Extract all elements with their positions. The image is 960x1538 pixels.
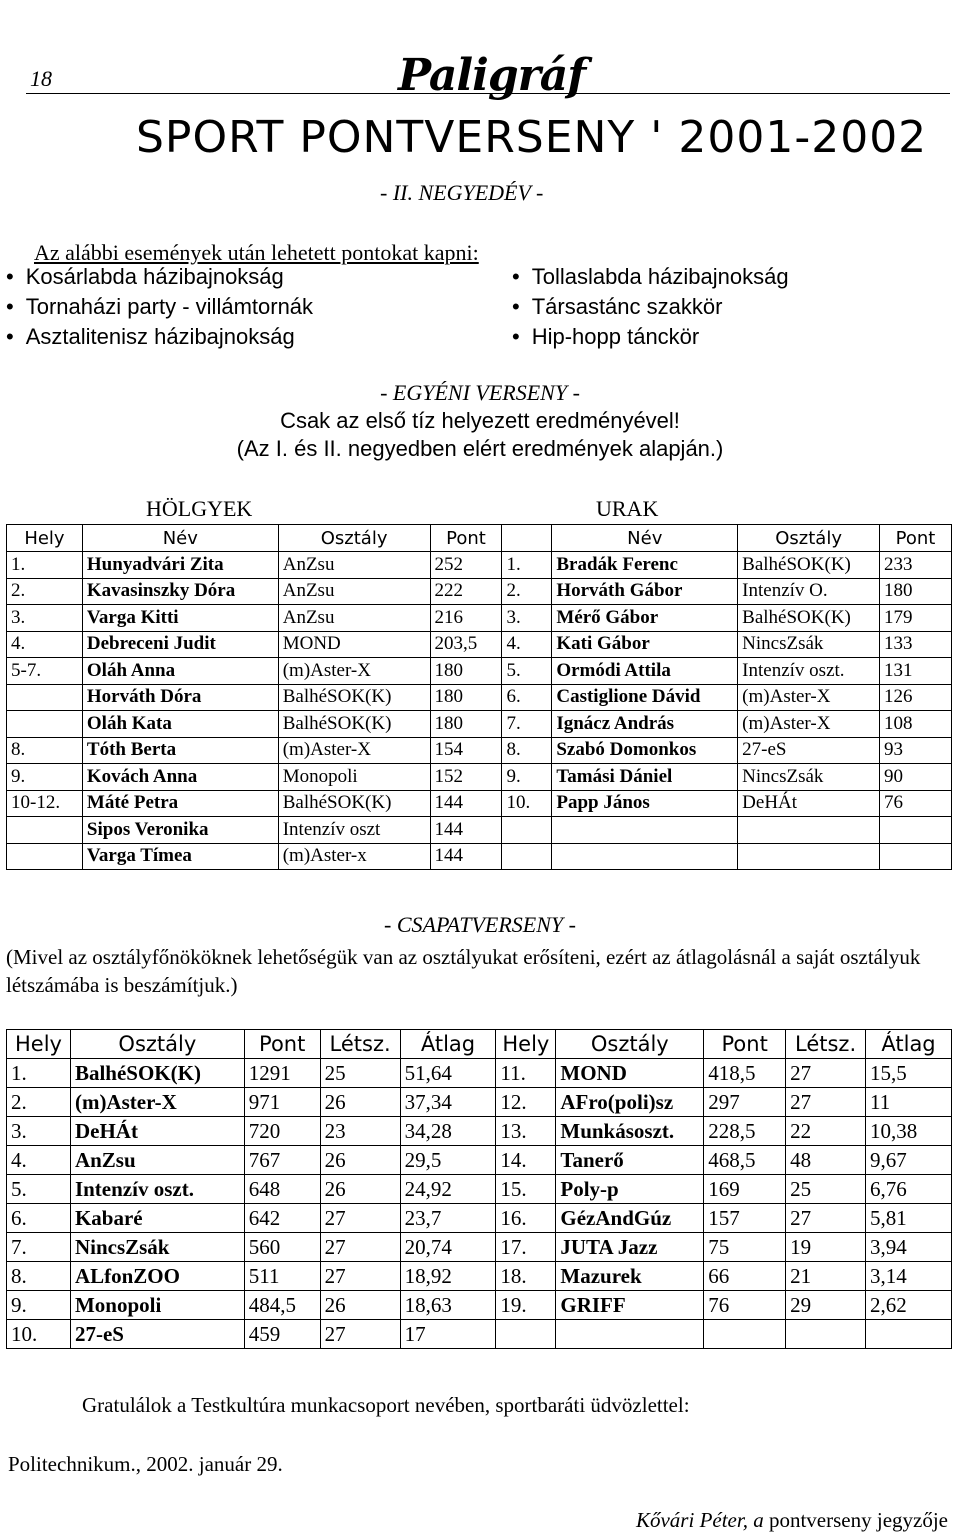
table-cell-wp: 8.: [7, 737, 83, 764]
table-cell-mc: BalhéSOK(K): [738, 605, 880, 632]
table-cell-wc: (m)Aster-X: [278, 737, 430, 764]
table-cell-ra: 10,38: [866, 1117, 952, 1146]
table-cell-mn: Ormódi Attila: [552, 658, 738, 685]
table-cell-rpt: 297: [704, 1088, 786, 1117]
table-cell-mn: [552, 817, 738, 844]
table-cell-rc: [556, 1320, 704, 1349]
table-cell-wn: Máté Petra: [82, 790, 278, 817]
table-row: [7, 1059, 952, 1088]
table-cell-mn: Papp János: [552, 790, 738, 817]
table-cell-rn: 27: [786, 1204, 866, 1233]
table-cell-ln: 27: [320, 1262, 400, 1291]
event-item: • Kosárlabda házibajnokság: [6, 264, 284, 290]
table-cell-mc: [738, 843, 880, 870]
table-cell-ra: 3,94: [866, 1233, 952, 1262]
table-cell-mp: 2.: [502, 578, 552, 605]
table-cell-lp: 10.: [7, 1320, 71, 1349]
col-class: Osztály: [738, 525, 880, 552]
table-cell-rc: Tanerő: [556, 1146, 704, 1175]
table-cell-wn: Varga Kitti: [82, 605, 278, 632]
table-cell-ra: 6,76: [866, 1175, 952, 1204]
table-cell-mp: 9.: [502, 764, 552, 791]
table-cell-rpt: [704, 1320, 786, 1349]
table-cell-mn: Castiglione Dávid: [552, 684, 738, 711]
table-cell-wpt: 180: [430, 658, 502, 685]
table-row: [7, 790, 952, 817]
table-cell-wpt: 222: [430, 578, 502, 605]
table-cell-ln: 26: [320, 1146, 400, 1175]
table-cell-mp: 6.: [502, 684, 552, 711]
table-cell-lp: 7.: [7, 1233, 71, 1262]
table-row: [7, 737, 952, 764]
table-cell-wn: Horváth Dóra: [82, 684, 278, 711]
table-cell-wc: AnZsu: [278, 605, 430, 632]
table-cell-lp: 5.: [7, 1175, 71, 1204]
table-cell-mpt: 179: [880, 605, 952, 632]
table-row: [7, 684, 952, 711]
table-cell-mpt: [880, 843, 952, 870]
table-cell-rc: Poly-p: [556, 1175, 704, 1204]
table-row: [7, 1291, 952, 1320]
table-cell-mc: NincsZsák: [738, 764, 880, 791]
table-cell-wp: 10-12.: [7, 790, 83, 817]
table-cell-mc: NincsZsák: [738, 631, 880, 658]
table-cell-wn: Varga Tímea: [82, 843, 278, 870]
table-cell-rpt: 75: [704, 1233, 786, 1262]
table-cell-lpt: 560: [244, 1233, 320, 1262]
table-cell-lc: ALfonZOO: [70, 1262, 244, 1291]
team-note: (Mivel az osztályfőnököknek lehetőségük van az osztályukat erősíteni, ezért az átlagolásnál a saját osztályuk létszámába is beszámítjuk.): [6, 945, 921, 997]
table-row: [7, 631, 952, 658]
table-cell-mpt: 108: [880, 711, 952, 738]
table-row: [7, 1233, 952, 1262]
col-headcount: Létsz.: [786, 1030, 866, 1059]
table-cell-mn: Mérő Gábor: [552, 605, 738, 632]
table-cell-lc: DeHÁt: [70, 1117, 244, 1146]
table-cell-mc: 27-eS: [738, 737, 880, 764]
table-cell-mp: 8.: [502, 737, 552, 764]
table-row: [7, 1320, 952, 1349]
table-cell-lc: (m)Aster-X: [70, 1088, 244, 1117]
table-cell-wc: BalhéSOK(K): [278, 790, 430, 817]
table-cell-wc: (m)Aster-X: [278, 658, 430, 685]
table-cell-rpt: 169: [704, 1175, 786, 1204]
table-cell-wp: [7, 711, 83, 738]
table-cell-ln: 27: [320, 1320, 400, 1349]
table-cell-ra: 9,67: [866, 1146, 952, 1175]
event-item: • Társastánc szakkör: [512, 294, 722, 320]
table-cell-la: 51,64: [400, 1059, 496, 1088]
table-cell-mc: Intenzív oszt.: [738, 658, 880, 685]
table-cell-rp: 15.: [496, 1175, 556, 1204]
table-cell-wn: Debreceni Judit: [82, 631, 278, 658]
signature-role: pontverseny jegyzője: [768, 1508, 948, 1532]
col-class: Osztály: [556, 1030, 704, 1059]
table-row: [7, 711, 952, 738]
table-cell-rpt: 66: [704, 1262, 786, 1291]
table-cell-ln: 26: [320, 1291, 400, 1320]
table-row: [7, 817, 952, 844]
table-cell-wc: BalhéSOK(K): [278, 684, 430, 711]
table-cell-lpt: 1291: [244, 1059, 320, 1088]
individual-note: Csak az első tíz helyezett eredményével!: [280, 408, 680, 433]
table-cell-la: 18,92: [400, 1262, 496, 1291]
table-cell-rn: 29: [786, 1291, 866, 1320]
table-cell-lc: AnZsu: [70, 1146, 244, 1175]
table-cell-mn: Szabó Domonkos: [552, 737, 738, 764]
table-cell-wp: 2.: [7, 578, 83, 605]
table-row: [7, 1146, 952, 1175]
table-cell-rp: 18.: [496, 1262, 556, 1291]
events-intro: Az alábbi események után lehetett pontokat kapni:: [34, 240, 479, 265]
table-cell-mc: BalhéSOK(K): [738, 552, 880, 579]
table-cell-lpt: 971: [244, 1088, 320, 1117]
col-place: Hely: [496, 1030, 556, 1059]
header-rule: [26, 93, 950, 94]
table-cell-wpt: 180: [430, 684, 502, 711]
table-row: [7, 578, 952, 605]
table-row: [7, 1262, 952, 1291]
table-cell-wpt: 152: [430, 764, 502, 791]
women-label: HÖLGYEK: [146, 496, 253, 521]
table-cell-rn: 48: [786, 1146, 866, 1175]
table-cell-mpt: 76: [880, 790, 952, 817]
table-cell-rn: 27: [786, 1088, 866, 1117]
table-cell-mp: 5.: [502, 658, 552, 685]
table-cell-wp: 5-7.: [7, 658, 83, 685]
table-row: [7, 843, 952, 870]
individual-heading: - EGYÉNI VERSENY -: [380, 380, 580, 405]
table-cell-rc: Munkásoszt.: [556, 1117, 704, 1146]
signature-name: Kővári Péter,: [635, 1508, 748, 1532]
table-cell-ln: 27: [320, 1204, 400, 1233]
table-cell-rn: 19: [786, 1233, 866, 1262]
table-cell-wn: Kovách Anna: [82, 764, 278, 791]
table-cell-rn: 21: [786, 1262, 866, 1291]
table-row: [7, 764, 952, 791]
table-cell-mp: [502, 817, 552, 844]
table-cell-lpt: 648: [244, 1175, 320, 1204]
table-cell-rc: GRIFF: [556, 1291, 704, 1320]
table-cell-lpt: 459: [244, 1320, 320, 1349]
table-cell-wc: Intenzív oszt: [278, 817, 430, 844]
table-cell-mn: Horváth Gábor: [552, 578, 738, 605]
table-cell-lc: Kabaré: [70, 1204, 244, 1233]
table-cell-ln: 23: [320, 1117, 400, 1146]
table-cell-ln: 26: [320, 1175, 400, 1204]
table-cell-wp: [7, 817, 83, 844]
table-cell-wp: [7, 843, 83, 870]
table-cell-mpt: 233: [880, 552, 952, 579]
place-date: Politechnikum., 2002. január 29.: [8, 1452, 283, 1476]
event-item: • Hip-hopp tánckör: [512, 324, 699, 350]
page-title: SPORT PONTVERSENY ' 2001-2002: [136, 112, 928, 163]
table-cell-lc: 27-eS: [70, 1320, 244, 1349]
table-cell-lc: Monopoli: [70, 1291, 244, 1320]
table-cell-ln: 25: [320, 1059, 400, 1088]
table-row: [7, 552, 952, 579]
table-cell-mp: 4.: [502, 631, 552, 658]
table-cell-mpt: 90: [880, 764, 952, 791]
signature-role-prefix: a: [753, 1508, 764, 1532]
table-cell-mpt: 93: [880, 737, 952, 764]
men-label: URAK: [596, 496, 659, 521]
table-cell-ra: [866, 1320, 952, 1349]
table-cell-wn: Kavasinszky Dóra: [82, 578, 278, 605]
table-header-row: [7, 1030, 952, 1059]
individual-table: [6, 524, 952, 870]
table-cell-mpt: [880, 817, 952, 844]
table-cell-rp: 14.: [496, 1146, 556, 1175]
table-cell-ra: 3,14: [866, 1262, 952, 1291]
table-cell-la: 20,74: [400, 1233, 496, 1262]
table-cell-wn: Oláh Anna: [82, 658, 278, 685]
table-cell-ra: 2,62: [866, 1291, 952, 1320]
table-row: [7, 658, 952, 685]
page-number: 18: [30, 66, 52, 91]
table-cell-mn: [552, 843, 738, 870]
table-cell-wc: MOND: [278, 631, 430, 658]
table-cell-ra: 5,81: [866, 1204, 952, 1233]
table-cell-rp: 16.: [496, 1204, 556, 1233]
col-place: Hely: [7, 1030, 71, 1059]
col-headcount: Létsz.: [320, 1030, 400, 1059]
table-cell-wc: BalhéSOK(K): [278, 711, 430, 738]
table-cell-rp: [496, 1320, 556, 1349]
table-row: [7, 1117, 952, 1146]
table-cell-wpt: 154: [430, 737, 502, 764]
event-item: • Asztalitenisz házibajnokság: [6, 324, 295, 350]
table-cell-rp: 13.: [496, 1117, 556, 1146]
event-item: • Tollaslabda házibajnokság: [512, 264, 789, 290]
table-cell-lpt: 484,5: [244, 1291, 320, 1320]
logo: Paligráf: [398, 50, 586, 101]
table-cell-wpt: 144: [430, 790, 502, 817]
table-cell-wc: Monopoli: [278, 764, 430, 791]
table-cell-lp: 2.: [7, 1088, 71, 1117]
table-cell-mp: 7.: [502, 711, 552, 738]
table-cell-rn: 25: [786, 1175, 866, 1204]
table-cell-wc: AnZsu: [278, 578, 430, 605]
event-item: • Tornaházi party - villámtornák: [6, 294, 313, 320]
table-cell-mpt: 133: [880, 631, 952, 658]
table-cell-mc: [738, 817, 880, 844]
table-cell-la: 34,28: [400, 1117, 496, 1146]
table-cell-lpt: 642: [244, 1204, 320, 1233]
table-cell-mpt: 180: [880, 578, 952, 605]
table-row: [7, 1088, 952, 1117]
table-cell-mc: DeHÁt: [738, 790, 880, 817]
col-place: Hely: [7, 525, 83, 552]
col-name: Név: [82, 525, 278, 552]
table-row: [7, 1175, 952, 1204]
table-row: [7, 1204, 952, 1233]
table-cell-wp: [7, 684, 83, 711]
table-cell-wp: 1.: [7, 552, 83, 579]
col-average: Átlag: [400, 1030, 496, 1059]
col-place: [502, 525, 552, 552]
table-cell-mn: Kati Gábor: [552, 631, 738, 658]
table-cell-rc: Mazurek: [556, 1262, 704, 1291]
table-cell-rc: JUTA Jazz: [556, 1233, 704, 1262]
table-cell-rpt: 228,5: [704, 1117, 786, 1146]
table-cell-wn: Hunyadvári Zita: [82, 552, 278, 579]
col-points: Pont: [880, 525, 952, 552]
table-cell-wp: 9.: [7, 764, 83, 791]
table-cell-wpt: 144: [430, 843, 502, 870]
table-cell-wpt: 203,5: [430, 631, 502, 658]
table-cell-rpt: 76: [704, 1291, 786, 1320]
table-cell-mc: Intenzív O.: [738, 578, 880, 605]
table-cell-mn: Tamási Dániel: [552, 764, 738, 791]
table-cell-wpt: 252: [430, 552, 502, 579]
table-cell-mc: (m)Aster-X: [738, 684, 880, 711]
table-cell-rc: AFro(poli)sz: [556, 1088, 704, 1117]
table-cell-rp: 17.: [496, 1233, 556, 1262]
col-points: Pont: [704, 1030, 786, 1059]
table-cell-mn: Ignácz András: [552, 711, 738, 738]
table-cell-rc: GézAndGúz: [556, 1204, 704, 1233]
table-cell-la: 29,5: [400, 1146, 496, 1175]
table-cell-mp: 1.: [502, 552, 552, 579]
table-cell-wpt: 180: [430, 711, 502, 738]
col-points: Pont: [244, 1030, 320, 1059]
quarter-subtitle: - II. NEGYEDÉV -: [380, 180, 544, 205]
table-cell-wc: (m)Aster-x: [278, 843, 430, 870]
table-cell-mn: Bradák Ferenc: [552, 552, 738, 579]
col-class: Osztály: [70, 1030, 244, 1059]
table-cell-la: 23,7: [400, 1204, 496, 1233]
table-cell-rp: 12.: [496, 1088, 556, 1117]
table-cell-lc: Intenzív oszt.: [70, 1175, 244, 1204]
team-heading: - CSAPATVERSENY -: [384, 912, 576, 937]
col-average: Átlag: [866, 1030, 952, 1059]
table-row: [7, 605, 952, 632]
individual-note-2: (Az I. és II. negyedben elért eredmények alapján.): [236, 436, 724, 461]
signature: [636, 1508, 948, 1533]
table-header-row: [7, 525, 952, 552]
table-cell-mpt: 131: [880, 658, 952, 685]
table-cell-wp: 4.: [7, 631, 83, 658]
table-cell-mp: 3.: [502, 605, 552, 632]
table-cell-wn: Tóth Berta: [82, 737, 278, 764]
table-cell-rpt: 157: [704, 1204, 786, 1233]
table-cell-la: 37,34: [400, 1088, 496, 1117]
table-cell-lp: 6.: [7, 1204, 71, 1233]
table-cell-ln: 27: [320, 1233, 400, 1262]
table-cell-rn: 27: [786, 1059, 866, 1088]
table-cell-lpt: 720: [244, 1117, 320, 1146]
table-cell-lp: 4.: [7, 1146, 71, 1175]
table-cell-wc: AnZsu: [278, 552, 430, 579]
table-cell-lp: 3.: [7, 1117, 71, 1146]
table-cell-lpt: 511: [244, 1262, 320, 1291]
col-points: Pont: [430, 525, 502, 552]
table-cell-rn: [786, 1320, 866, 1349]
team-table: [6, 1029, 952, 1349]
table-cell-rc: MOND: [556, 1059, 704, 1088]
table-cell-la: 17: [400, 1320, 496, 1349]
table-cell-wpt: 216: [430, 605, 502, 632]
table-cell-ra: 15,5: [866, 1059, 952, 1088]
table-cell-mc: (m)Aster-X: [738, 711, 880, 738]
table-cell-wn: Sipos Veronika: [82, 817, 278, 844]
table-cell-rp: 19.: [496, 1291, 556, 1320]
col-class: Osztály: [278, 525, 430, 552]
table-cell-lpt: 767: [244, 1146, 320, 1175]
table-cell-mpt: 126: [880, 684, 952, 711]
table-cell-wp: 3.: [7, 605, 83, 632]
table-cell-rpt: 468,5: [704, 1146, 786, 1175]
table-cell-mp: 10.: [502, 790, 552, 817]
table-cell-lc: BalhéSOK(K): [70, 1059, 244, 1088]
table-cell-wpt: 144: [430, 817, 502, 844]
table-cell-la: 18,63: [400, 1291, 496, 1320]
table-cell-ra: 11: [866, 1088, 952, 1117]
table-cell-rp: 11.: [496, 1059, 556, 1088]
table-cell-lp: 9.: [7, 1291, 71, 1320]
table-cell-wn: Oláh Kata: [82, 711, 278, 738]
congratulations: Gratulálok a Testkultúra munkacsoport nevében, sportbaráti üdvözlettel:: [82, 1393, 690, 1417]
table-cell-rn: 22: [786, 1117, 866, 1146]
table-cell-lc: NincsZsák: [70, 1233, 244, 1262]
table-cell-rpt: 418,5: [704, 1059, 786, 1088]
table-cell-la: 24,92: [400, 1175, 496, 1204]
table-cell-ln: 26: [320, 1088, 400, 1117]
col-name: Név: [552, 525, 738, 552]
table-cell-lp: 1.: [7, 1059, 71, 1088]
table-cell-lp: 8.: [7, 1262, 71, 1291]
table-cell-mp: [502, 843, 552, 870]
